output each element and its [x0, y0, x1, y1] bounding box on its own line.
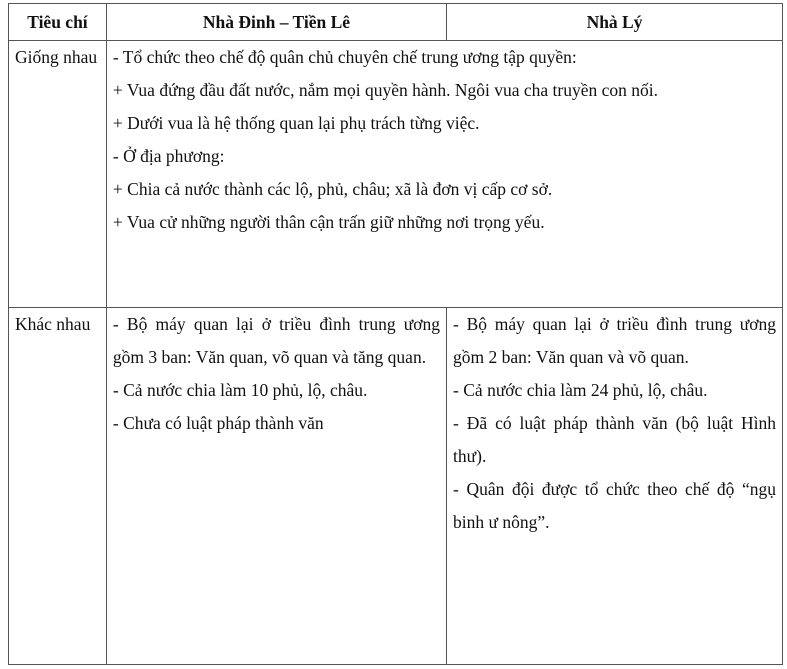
- similar-line: + Chia cả nước thành các lộ, phủ, châu; xã là đơn vị cấp cơ sở.: [112, 179, 553, 199]
- header-dinh-tien-le: Nhà Đinh – Tiền Lê: [106, 4, 446, 41]
- similar-line: - Tổ chức theo chế độ quân chủ chuyên chế trung ương tập quyền:: [112, 47, 577, 67]
- criterion-different: Khác nhau: [9, 308, 107, 665]
- similar-content-cell: [106, 41, 782, 308]
- comparison-table: [8, 3, 783, 665]
- dinh-tien-le-line: - Bộ máy quan lại ở triều đình trung ương gồm 3 ban: Văn quan, võ quan và tăng quan.: [112, 314, 441, 367]
- similar-line: - Ở địa phương:: [112, 146, 225, 166]
- dinh-tien-le-cell: [106, 308, 446, 665]
- similar-line: + Vua đứng đầu đất nước, nắm mọi quyền hành. Ngôi vua cha truyền con nối.: [112, 80, 658, 100]
- header-ly: Nhà Lý: [447, 4, 783, 41]
- ly-line: - Bộ máy quan lại ở triều đình trung ương gồm 2 ban: Văn quan và võ quan.: [453, 314, 776, 367]
- row-different: [9, 308, 783, 665]
- similar-line: + Dưới vua là hệ thống quan lại phụ trách từng việc.: [112, 113, 480, 133]
- dinh-tien-le-line: - Chưa có luật pháp thành văn: [112, 413, 324, 433]
- header-criterion: Tiêu chí: [9, 4, 107, 41]
- criterion-similar: Giống nhau: [9, 41, 107, 308]
- ly-line: - Đã có luật pháp thành văn (bộ luật Hình thư).: [453, 413, 776, 466]
- ly-cell: [447, 308, 783, 665]
- similar-line: + Vua cử những người thân cận trấn giữ những nơi trọng yếu.: [112, 212, 545, 232]
- row-similar: [9, 41, 783, 308]
- ly-line: - Quân đội được tổ chức theo chế độ “ngụ binh ư nông”.: [453, 479, 776, 532]
- ly-line: - Cả nước chia làm 24 phủ, lộ, châu.: [453, 380, 708, 400]
- header-row: [9, 4, 783, 41]
- dinh-tien-le-line: - Cả nước chia làm 10 phủ, lộ, châu.: [112, 380, 368, 400]
